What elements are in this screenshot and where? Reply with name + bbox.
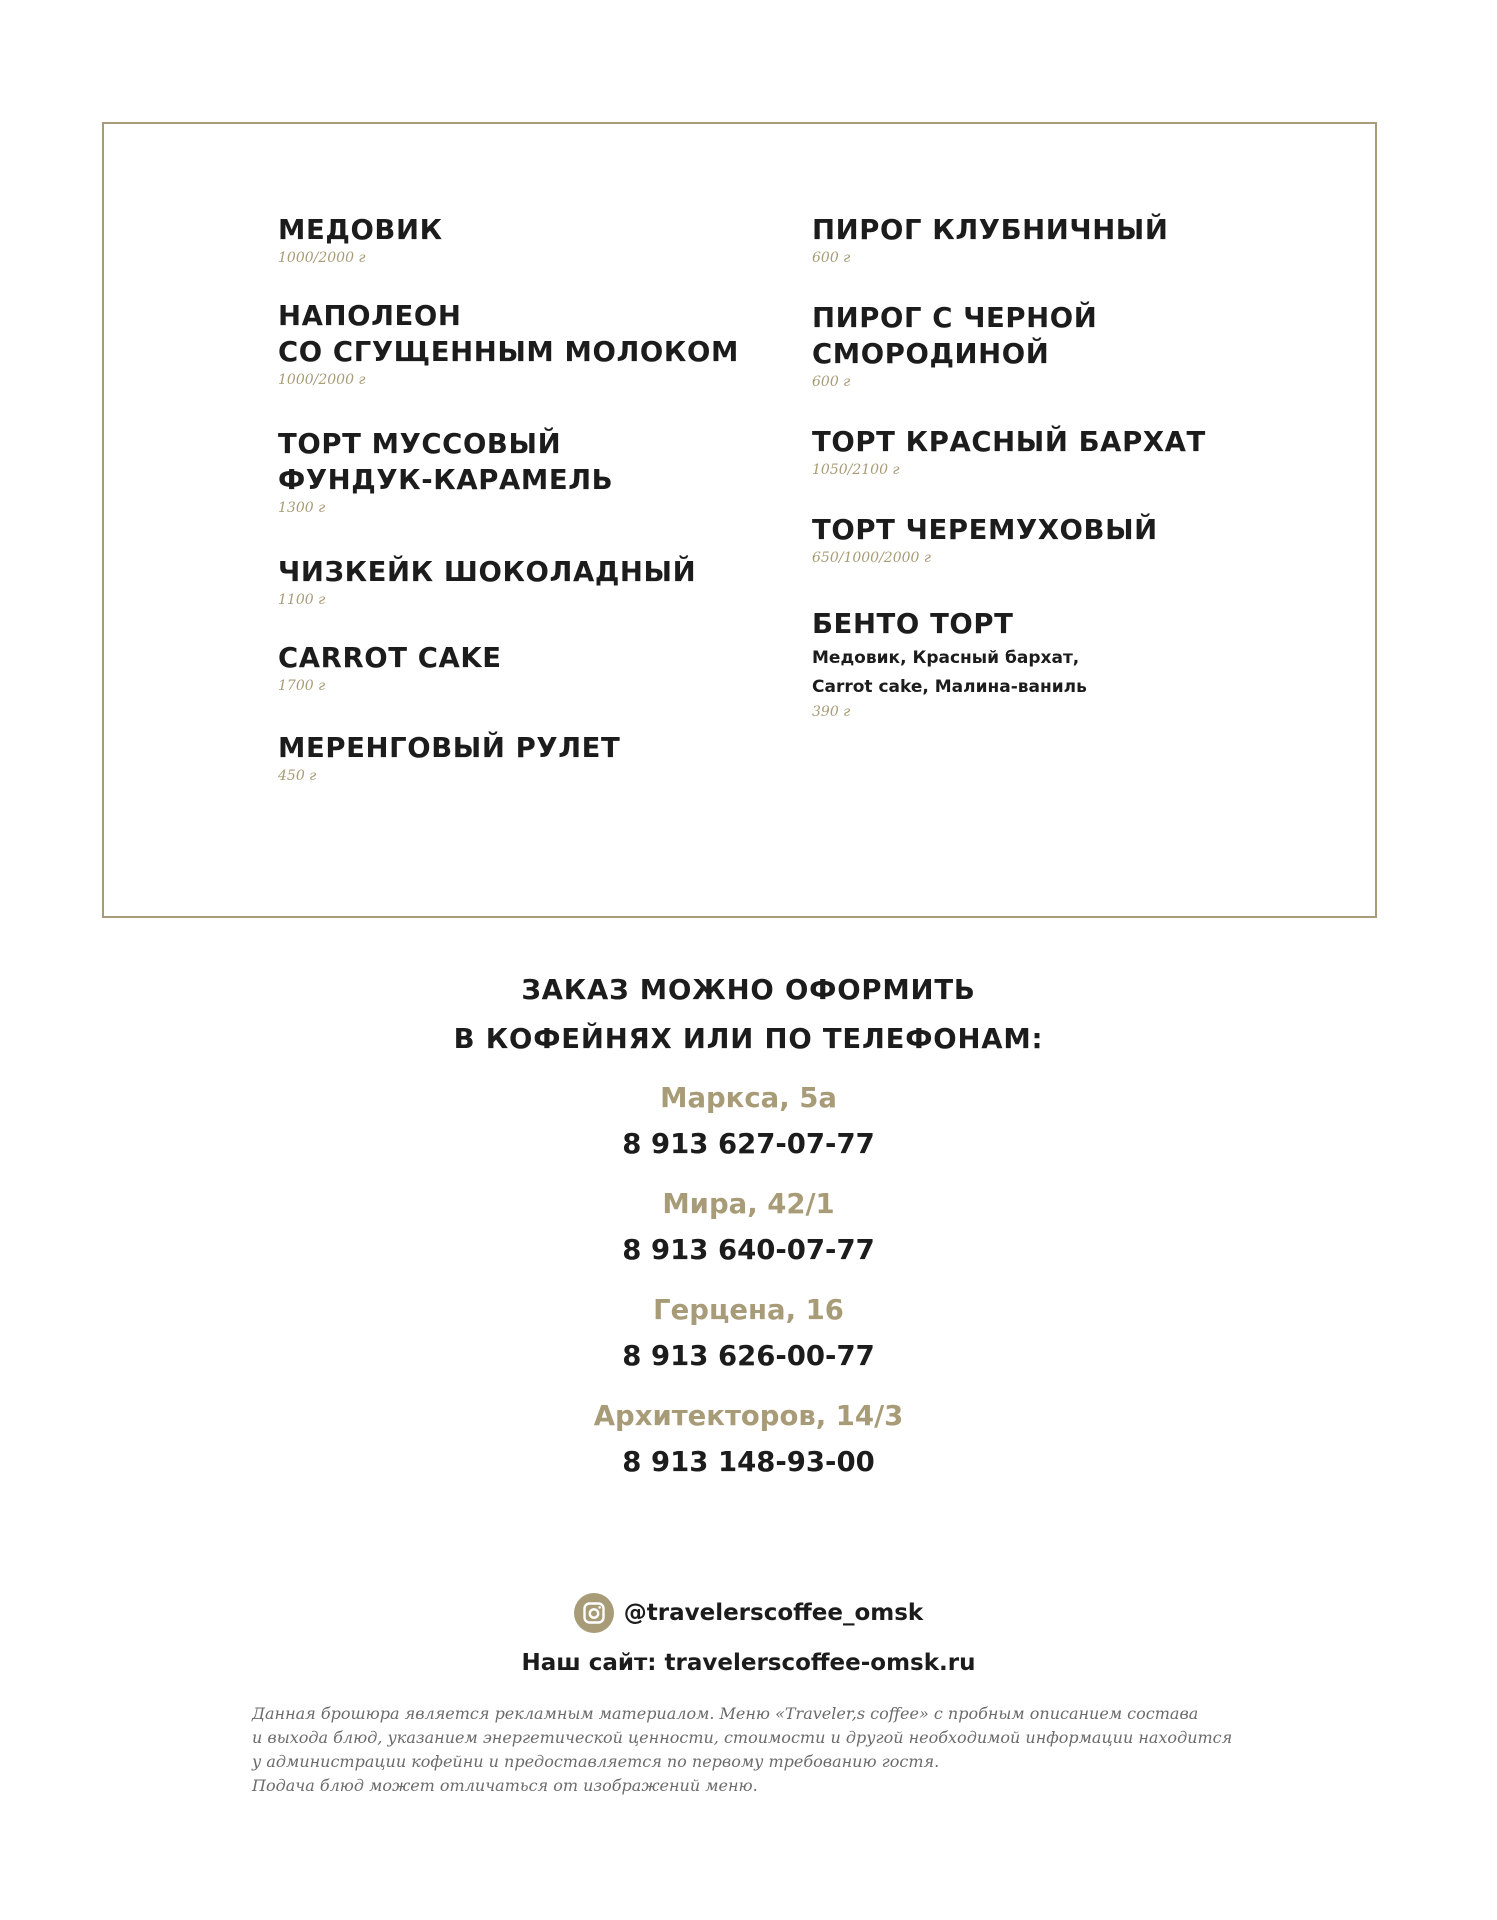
menu-item-weight: 1050/2100 г: [812, 462, 900, 478]
shop-phone[interactable]: 8 913 626-00-77: [622, 1340, 875, 1372]
shop-entry: [0, 1392, 1497, 1484]
menu-item-blackcurrant-pie: [812, 300, 1097, 392]
menu-item-name: ПИРОГ КЛУБНИЧНЫЙ: [812, 214, 1169, 246]
shop-phone[interactable]: 8 913 148-93-00: [622, 1446, 875, 1478]
disclaimer-line: и выхода блюд, указанием энергетической ценности, стоимости и другой необходимой информации находится: [252, 1728, 1233, 1747]
menu-item-meringue-roll: [278, 730, 620, 786]
menu-item-name: CARROT CAKE: [278, 642, 502, 674]
menu-item-weight: 1000/2000 г: [278, 250, 366, 266]
order-title-line: ЗАКАЗ МОЖНО ОФОРМИТЬ: [521, 974, 976, 1006]
menu-item-name: ПИРОГ С ЧЕРНОЙ: [812, 302, 1098, 334]
shop-address: Герцена, 16: [653, 1294, 844, 1326]
shop-address: Архитекторов, 14/3: [593, 1400, 904, 1432]
menu-item-bird-cherry-cake: [812, 512, 1158, 568]
menu-item-weight: 390 г: [812, 704, 851, 720]
order-section: [0, 966, 1497, 1498]
instagram-link[interactable]: [574, 1592, 923, 1634]
shop-list: [0, 1074, 1497, 1484]
disclaimer-line: Подача блюд может отличаться от изображений меню.: [252, 1776, 758, 1795]
menu-item-name: ТОРТ ЧЕРЕМУХОВЫЙ: [812, 514, 1158, 546]
disclaimer: [252, 1702, 1352, 1798]
menu-item-name: МЕРЕНГОВЫЙ РУЛЕТ: [278, 732, 621, 764]
social-section: [0, 1592, 1497, 1680]
menu-item-description: Carrot cake, Малина-ваниль: [812, 677, 1087, 697]
menu-item-name: БЕНТО ТОРТ: [812, 608, 1014, 640]
instagram-handle[interactable]: @travelerscoffee_omsk: [623, 1600, 924, 1626]
menu-item-weight: 1000/2000 г: [278, 372, 366, 388]
menu-item-weight: 450 г: [278, 768, 317, 784]
menu-item-medovik: [278, 212, 443, 268]
shop-entry: [0, 1286, 1497, 1378]
menu-frame: [102, 122, 1377, 918]
menu-item-red-velvet: [812, 424, 1206, 480]
menu-item-weight: 1300 г: [278, 500, 326, 516]
shop-entry: [0, 1074, 1497, 1166]
menu-item-name: СО СГУЩЕННЫМ МОЛОКОМ: [278, 336, 739, 368]
website-link[interactable]: Наш сайт: travelerscoffee-omsk.ru: [521, 1650, 976, 1676]
instagram-icon: [574, 1593, 614, 1633]
shop-phone[interactable]: 8 913 627-07-77: [622, 1128, 875, 1160]
menu-item-weight: 600 г: [812, 374, 851, 390]
menu-item-name: ТОРТ МУССОВЫЙ: [278, 428, 562, 460]
menu-item-description: Медовик, Красный бархат,: [812, 648, 1080, 668]
menu-item-name: НАПОЛЕОН: [278, 300, 462, 332]
menu-item-name: ТОРТ КРАСНЫЙ БАРХАТ: [812, 426, 1206, 458]
menu-item-bento-cake: [812, 606, 1087, 722]
disclaimer-line: Данная брошюра является рекламным материалом. Меню «Traveler,s coffee» с пробным описанием состава: [252, 1704, 1199, 1723]
menu-item-chocolate-cheesecake: [278, 554, 696, 610]
menu-item-weight: 650/1000/2000 г: [812, 550, 931, 566]
disclaimer-line: у администрации кофейни и предоставляется по первому требованию гостя.: [252, 1752, 940, 1771]
menu-item-carrot-cake: [278, 640, 502, 696]
menu-item-weight: 1100 г: [278, 592, 326, 608]
shop-phone[interactable]: 8 913 640-07-77: [622, 1234, 875, 1266]
menu-item-napoleon: [278, 298, 739, 390]
shop-entry: [0, 1180, 1497, 1272]
menu-item-weight: 1700 г: [278, 678, 326, 694]
order-title-line: В КОФЕЙНЯХ ИЛИ ПО ТЕЛЕФОНАМ:: [453, 1023, 1044, 1055]
menu-item-name: ФУНДУК-КАРАМЕЛЬ: [278, 464, 614, 496]
menu-item-weight: 600 г: [812, 250, 851, 266]
menu-item-name: МЕДОВИК: [278, 214, 443, 246]
menu-item-name: ЧИЗКЕЙК ШОКОЛАДНЫЙ: [278, 556, 697, 588]
menu-item-mousse-cake: [278, 426, 613, 518]
shop-address: Маркса, 5а: [660, 1082, 837, 1114]
shop-address: Мира, 42/1: [662, 1188, 835, 1220]
menu-item-strawberry-pie: [812, 212, 1169, 268]
menu-item-name: СМОРОДИНОЙ: [812, 338, 1050, 370]
